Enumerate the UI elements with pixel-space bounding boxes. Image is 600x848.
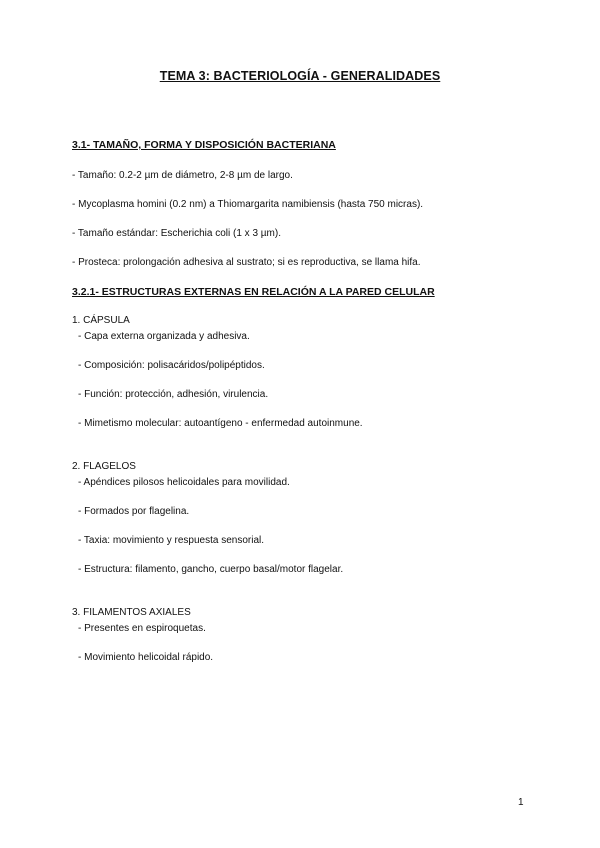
subsection-label-capsula: 1. CÁPSULA (72, 315, 130, 326)
list-item: - Presentes en espiroquetas. (78, 623, 206, 634)
list-item: - Prosteca: prolongación adhesiva al sustrato; si es reproductiva, se llama hifa. (72, 257, 421, 268)
subsection-label-flagelos: 2. FLAGELOS (72, 461, 136, 472)
list-item: - Tamaño: 0.2-2 µm de diámetro, 2-8 µm de largo. (72, 170, 293, 181)
list-item: - Formados por flagelina. (78, 506, 190, 517)
subsection-label-filamentos: 3. FILAMENTOS AXIALES (72, 607, 191, 618)
list-item: - Taxia: movimiento y respuesta sensorial. (78, 535, 265, 546)
section-heading-3-1: 3.1- TAMAÑO, FORMA Y DISPOSICIÓN BACTERIANA (72, 139, 336, 151)
section-heading-3-2-1: 3.2.1- ESTRUCTURAS EXTERNAS EN RELACIÓN A LA PARED CELULAR (72, 286, 435, 298)
page-number: 1 (518, 797, 524, 808)
list-item: - Mycoplasma homini (0.2 nm) a Thiomargarita namibiensis (hasta 750 micras). (72, 199, 424, 210)
list-item: - Movimiento helicoidal rápido. (78, 652, 214, 663)
page-title: TEMA 3: BACTERIOLOGÍA - GENERALIDADES (159, 69, 441, 83)
list-item: - Tamaño estándar: Escherichia coli (1 x 3 µm). (72, 228, 281, 239)
list-item: - Composición: polisacáridos/polipéptidos. (78, 360, 265, 371)
list-item: - Apéndices pilosos helicoidales para movilidad. (78, 477, 290, 488)
list-item: - Estructura: filamento, gancho, cuerpo basal/motor flagelar. (78, 564, 344, 575)
list-item: - Mimetismo molecular: autoantígeno - enfermedad autoinmune. (78, 418, 363, 429)
list-item: - Función: protección, adhesión, virulencia. (78, 389, 269, 400)
list-item: - Capa externa organizada y adhesiva. (78, 331, 250, 342)
